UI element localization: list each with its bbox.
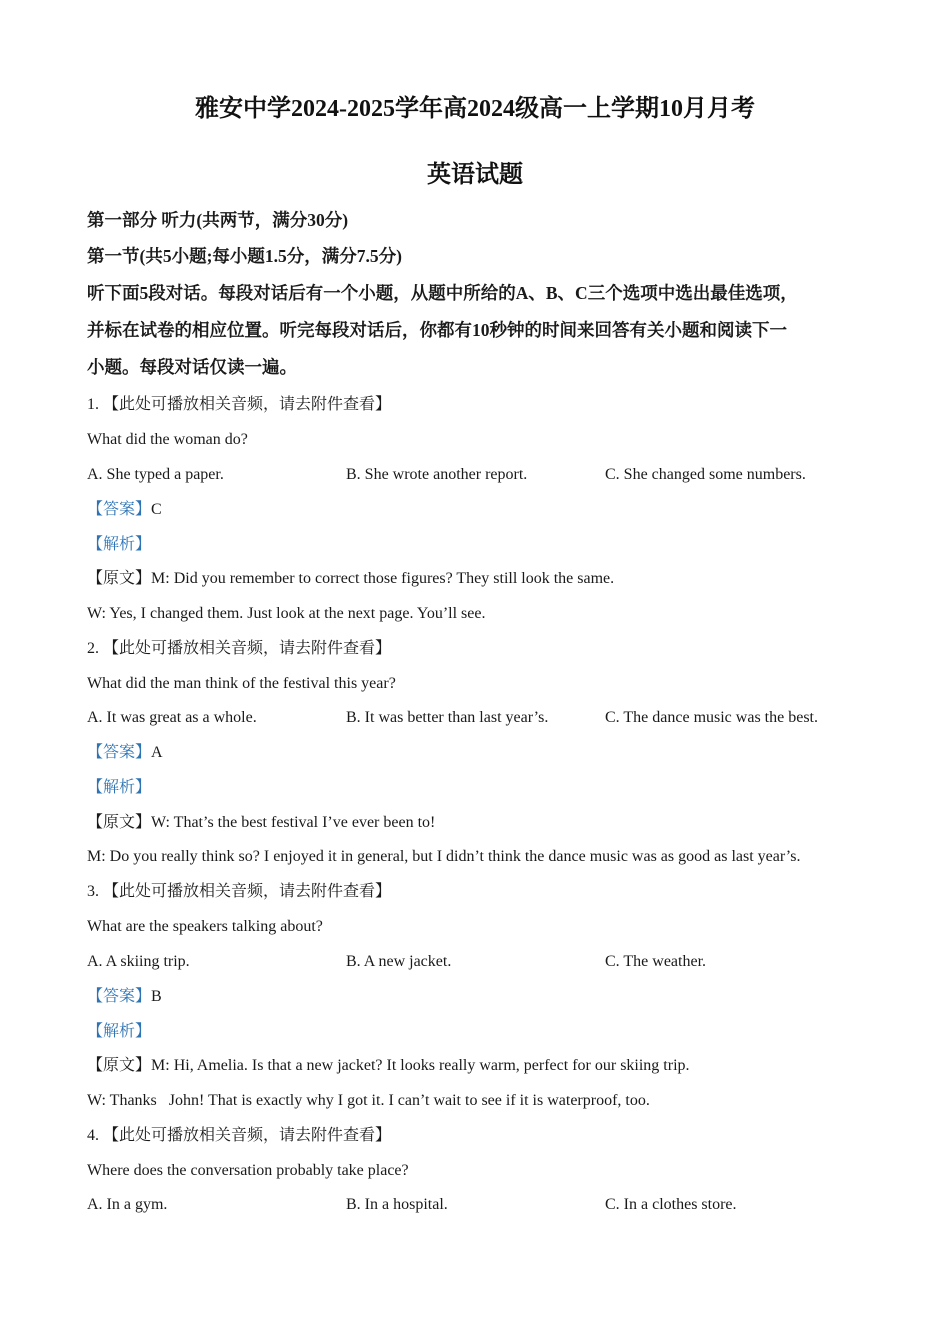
- question-3-transcript-2: W: Thanks John! That is exactly why I got it. I can’t wait to see if it is waterproof, too.: [87, 1092, 650, 1109]
- question-3-text: What are the speakers talking about?: [87, 918, 323, 935]
- question-4-option-b: B. In a hospital.: [346, 1196, 448, 1213]
- question-2-transcript-2: M: Do you really think so? I enjoyed it in general, but I didn’t think the dance music was as good as last year’s.: [87, 848, 801, 865]
- question-number: 2.: [87, 640, 99, 657]
- question-3-header: [87, 882, 391, 902]
- section-heading: 第一节(共5小题;每小题1.5分，满分7.5分): [87, 246, 402, 266]
- exam-title: 雅安中学2024-2025学年高2024级高一上学期10月月考: [195, 96, 755, 122]
- exam-subtitle: 英语试题: [427, 162, 523, 188]
- question-1-option-b: B. She wrote another report.: [346, 466, 528, 483]
- question-3-answer: [87, 987, 162, 1007]
- question-number: 1.: [87, 396, 99, 413]
- question-number: 3.: [87, 883, 99, 900]
- question-4-text: Where does the conversation probably take place?: [87, 1162, 409, 1179]
- question-1-text: What did the woman do?: [87, 431, 248, 448]
- question-1-transcript-2: W: Yes, I changed them. Just look at the next page. You’ll see.: [87, 605, 486, 622]
- original-tag: 【原文】: [87, 814, 152, 831]
- question-2-option-b: B. It was better than last year’s.: [346, 709, 549, 726]
- question-2-option-a: A. It was great as a whole.: [87, 709, 257, 726]
- question-4-header: [87, 1126, 391, 1146]
- audio-note: 【此处可播放相关音频，请去附件查看】: [103, 1127, 392, 1144]
- question-1-option-c: C. She changed some numbers.: [605, 466, 806, 483]
- answer-value: B: [151, 988, 162, 1005]
- audio-note: 【此处可播放相关音频，请去附件查看】: [103, 396, 392, 413]
- instruction-line-3: 小题。每段对话仅读一遍。: [87, 357, 297, 377]
- transcript-text: W: That’s the best festival I’ve ever been to!: [151, 814, 436, 831]
- question-2-transcript-1: [87, 813, 435, 833]
- answer-tag: 【答案】: [87, 744, 152, 761]
- instruction-line-2: 并标在试卷的相应位置。听完每段对话后，你都有10秒钟的时间来回答有关小题和阅读下一: [87, 320, 787, 340]
- question-1-header: [87, 395, 391, 415]
- question-4-option-c: C. In a clothes store.: [605, 1196, 737, 1213]
- answer-value: A: [151, 744, 163, 761]
- question-2-answer: [87, 743, 163, 763]
- audio-note: 【此处可播放相关音频，请去附件查看】: [103, 883, 392, 900]
- question-3-analysis-tag: 【解析】: [87, 1023, 152, 1040]
- question-2-option-c: C. The dance music was the best.: [605, 709, 818, 726]
- answer-tag: 【答案】: [87, 501, 152, 518]
- transcript-text: M: Hi, Amelia. Is that a new jacket? It looks really warm, perfect for our skiing trip.: [151, 1057, 690, 1074]
- original-tag: 【原文】: [87, 570, 152, 587]
- question-1-transcript-1: [87, 569, 614, 589]
- question-1-answer: [87, 500, 162, 520]
- original-tag: 【原文】: [87, 1057, 152, 1074]
- question-2-text: What did the man think of the festival this year?: [87, 675, 396, 692]
- question-3-option-a: A. A skiing trip.: [87, 953, 190, 970]
- question-1-option-a: A. She typed a paper.: [87, 466, 224, 483]
- part-heading: 第一部分 听力(共两节，满分30分): [87, 210, 349, 230]
- instruction-line-1: 听下面5段对话。每段对话后有一个小题，从题中所给的A、B、C三个选项中选出最佳选项，: [87, 283, 798, 303]
- answer-value: C: [151, 501, 162, 518]
- transcript-text: M: Did you remember to correct those figures? They still look the same.: [151, 570, 615, 587]
- question-2-analysis-tag: 【解析】: [87, 779, 152, 796]
- question-number: 4.: [87, 1127, 99, 1144]
- question-1-analysis-tag: 【解析】: [87, 536, 152, 553]
- audio-note: 【此处可播放相关音频，请去附件查看】: [103, 640, 392, 657]
- answer-tag: 【答案】: [87, 988, 152, 1005]
- question-3-option-c: C. The weather.: [605, 953, 707, 970]
- question-3-transcript-1: [87, 1056, 690, 1076]
- question-4-option-a: A. In a gym.: [87, 1196, 168, 1213]
- question-2-header: [87, 639, 391, 659]
- question-3-option-b: B. A new jacket.: [346, 953, 452, 970]
